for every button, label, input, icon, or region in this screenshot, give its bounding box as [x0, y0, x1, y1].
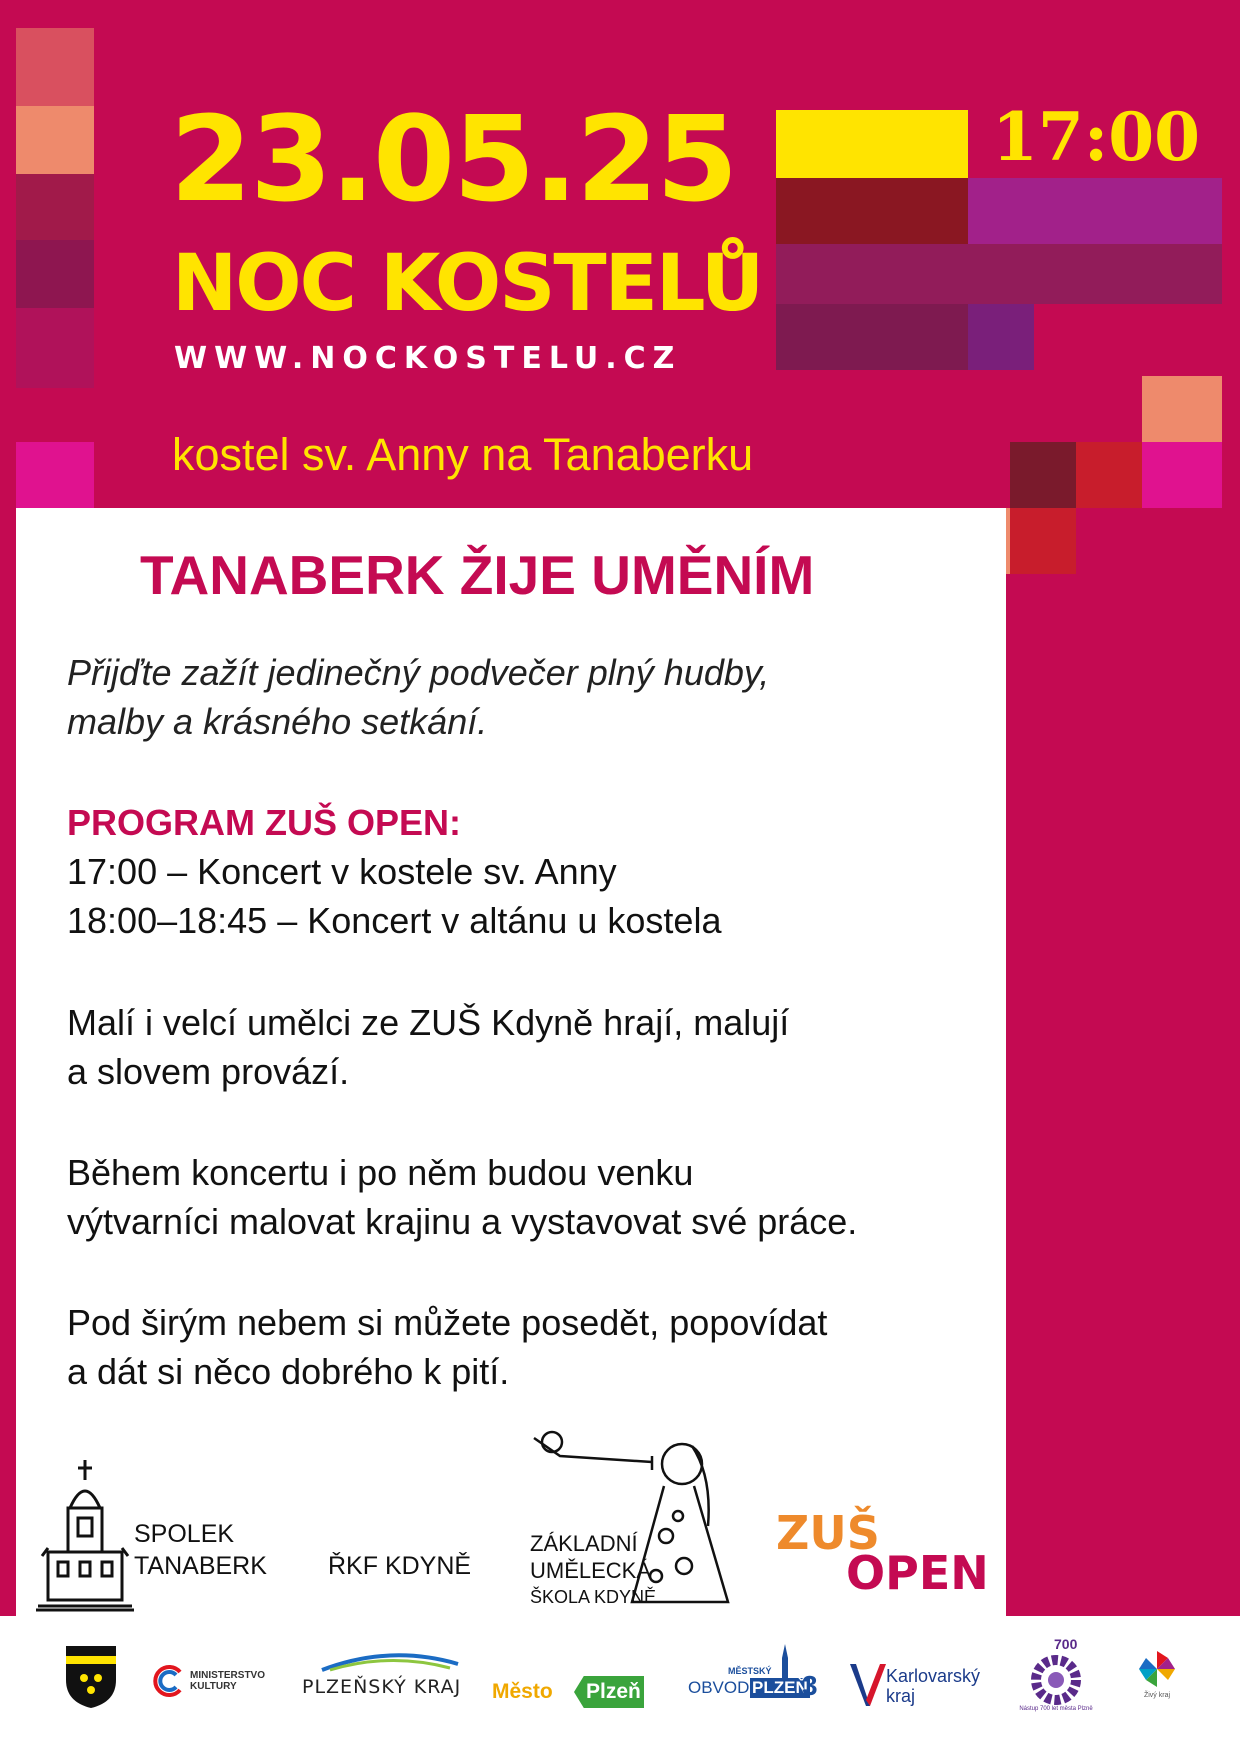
intro-line: malby a krásného setkání. [67, 701, 488, 742]
pinwheel-icon [1138, 1650, 1176, 1688]
deco-square [1076, 442, 1142, 508]
intro-line: Přijďte zažít jedinečný podvečer plný hudby, [67, 652, 770, 693]
event-date: 23.05.25 [170, 90, 737, 228]
program-item: 18:00–18:45 – Koncert v altánu u kostela [67, 900, 722, 941]
deco-square [776, 304, 968, 370]
obvod-number: 3 [802, 1670, 818, 1701]
church-illustration-icon [34, 1456, 136, 1614]
logo-line: MINISTERSTVO [190, 1670, 266, 1681]
ministerstvo-kultury-label [190, 1670, 265, 1692]
paragraph-line: Během koncertu i po něm budou venku [67, 1152, 694, 1193]
logo-line: SPOLEK [134, 1520, 235, 1548]
obvod-label: OBVOD [688, 1678, 750, 1697]
logo-line: KULTURY [190, 1681, 237, 1692]
venue-name: kostel sv. Anny na Tanaberku [172, 429, 754, 480]
zivy-kraj-label: Živý kraj [1143, 1692, 1171, 1699]
paragraph-artists [67, 998, 789, 1096]
paragraph-line: a slovem provází. [67, 1051, 350, 1092]
obvod-plzen-label: PLZEŇ [752, 1678, 808, 1697]
zus-open-logo-bottom: OPEN [846, 1546, 989, 1600]
logo-line: UMĚLECKÁ [530, 1558, 652, 1583]
obvod-plzen3-logo [688, 1644, 818, 1710]
city-skyline-icon [772, 1644, 798, 1678]
deco-square [16, 308, 94, 388]
plzen-label: Plzeň [586, 1680, 641, 1703]
deco-square [776, 178, 968, 244]
deco-square [776, 244, 1222, 304]
zus-kdyne-label [530, 1530, 656, 1611]
logo-line: ŠKOLA KDYNĚ [530, 1587, 657, 1607]
paragraph-line: Pod širým nebem si můžete posedět, popovídat [67, 1302, 828, 1343]
main-title: TANABERK ŽIJE UMĚNÍM [140, 544, 815, 606]
ministerstvo-kultury-icon [152, 1664, 186, 1698]
plzensky-kraj-swoosh-icon [320, 1650, 460, 1672]
plzen-700-number: 700 [1054, 1636, 1078, 1652]
zus-kdyne-logo [508, 1408, 776, 1614]
deco-square [16, 442, 94, 508]
obvod-small-label: MĚSTSKÝ [728, 1666, 772, 1676]
deco-square [1142, 442, 1222, 508]
deco-square [16, 28, 94, 106]
rkf-kdyne-label: ŘKF KDYNĚ [328, 1552, 472, 1580]
flower-wreath-icon [1028, 1652, 1084, 1708]
paragraph-line: a dát si něco dobrého k pití. [67, 1351, 510, 1392]
deco-square [1142, 376, 1222, 442]
event-time: 17:00 [992, 98, 1201, 176]
deco-square [776, 110, 968, 178]
logo-line: Karlovarský [886, 1666, 981, 1686]
kdyne-coat-of-arms-icon [64, 1644, 118, 1710]
zus-open-logo [774, 1488, 1000, 1616]
deco-square [16, 106, 94, 174]
zivy-kraj-logo [1134, 1650, 1180, 1710]
paragraph-line: výtvarníci malovat krajinu a vystavovat své práce. [67, 1201, 858, 1242]
deco-square [968, 178, 1222, 244]
program-item: 17:00 – Koncert v kostele sv. Anny [67, 851, 617, 892]
deco-square [1010, 508, 1076, 574]
logo-line: TANABERK [134, 1552, 267, 1580]
ministerstvo-kultury-logo [152, 1662, 282, 1702]
karlovarsky-kraj-v-icon [848, 1660, 888, 1710]
deco-square [1010, 442, 1076, 508]
event-website[interactable]: WWW.NOCKOSTELU.CZ [174, 341, 682, 376]
plzensky-kraj-logo [300, 1650, 480, 1710]
deco-square [968, 304, 1034, 370]
plzen-700-logo [1014, 1636, 1098, 1716]
paragraph-refreshment [67, 1298, 827, 1396]
karlovarsky-kraj-logo [848, 1656, 998, 1716]
plzen-700-label: Nástup 700 let města Plzně [1019, 1706, 1093, 1712]
intro-text [67, 648, 769, 746]
deco-square [16, 174, 94, 240]
deco-square [16, 240, 94, 308]
logo-line: ZÁKLADNÍ [530, 1531, 638, 1556]
event-name: NOC KOSTELŮ [172, 239, 763, 329]
zus-open-logo-top: ZUŠ [776, 1506, 880, 1560]
karlovarsky-kraj-label [886, 1666, 980, 1706]
mesto-label: Město [492, 1680, 553, 1703]
mesto-plzen-logo [490, 1676, 650, 1710]
logo-line: kraj [886, 1686, 916, 1706]
paragraph-painters [67, 1148, 857, 1246]
spolek-tanaberk-label [134, 1518, 267, 1582]
plzensky-kraj-label: PLZEŇSKÝ KRAJ [302, 1676, 462, 1698]
program-heading: PROGRAM ZUŠ OPEN: [67, 802, 462, 843]
paragraph-line: Malí i velcí umělci ze ZUŠ Kdyně hrají, malují [67, 1002, 790, 1043]
